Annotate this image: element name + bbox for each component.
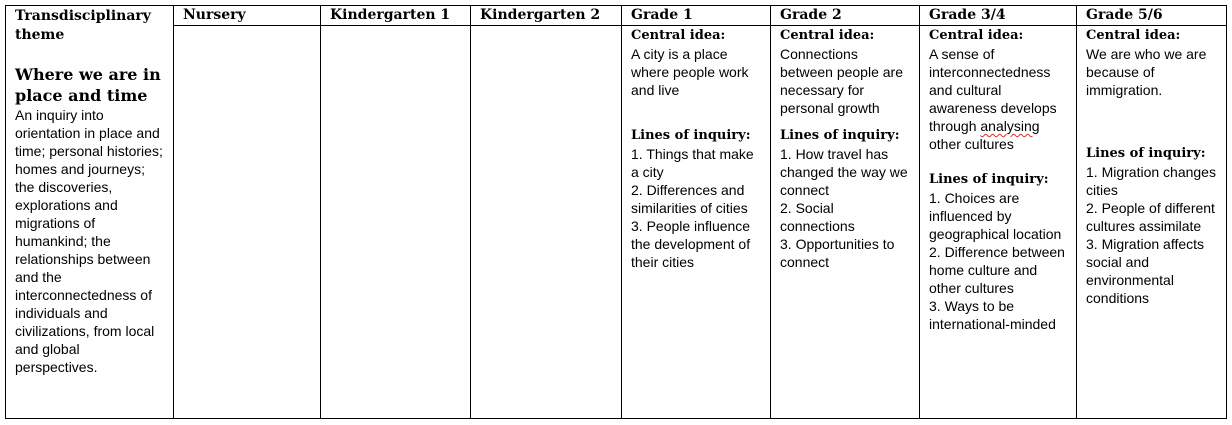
lines-of-inquiry-list <box>631 145 761 271</box>
line-of-inquiry: 2. Social connections <box>780 200 855 234</box>
central-idea-start: A sense of interconnectedness and cultural awareness develops through <box>929 46 1057 134</box>
grade-1-cell <box>622 26 771 419</box>
central-idea-label: Central idea: <box>1086 28 1181 43</box>
line-of-inquiry: 1. Migration changes cities <box>1086 164 1216 198</box>
grade-3-4-cell <box>920 26 1077 419</box>
lines-of-inquiry-list <box>1086 163 1217 307</box>
theme-title: Where we are in place and time <box>15 65 161 105</box>
lines-of-inquiry-list <box>780 145 910 271</box>
central-idea-text: A city is a place where people work and live <box>631 46 749 98</box>
column-header-kindergarten-1: Kindergarten 1 <box>321 6 471 26</box>
column-header-grade-2: Grade 2 <box>771 6 920 26</box>
lines-of-inquiry-label: Lines of inquiry: <box>929 172 1049 187</box>
line-of-inquiry: 3. Migration affects social and environmental conditions <box>1086 236 1205 306</box>
line-of-inquiry: 2. Differences and similarities of cities <box>631 182 748 216</box>
central-idea-text <box>929 45 1067 153</box>
column-header-grade-5-6: Grade 5/6 <box>1077 6 1227 26</box>
line-of-inquiry: 2. Difference between home culture and other cultures <box>929 244 1065 296</box>
lines-of-inquiry-label: Lines of inquiry: <box>1086 146 1206 161</box>
central-idea-text: Connections between people are necessary for personal growth <box>780 46 903 116</box>
column-header-grade-1: Grade 1 <box>622 6 771 26</box>
column-header-grade-3-4: Grade 3/4 <box>920 6 1077 26</box>
grade-2-cell <box>771 26 920 419</box>
content-row <box>6 26 1227 419</box>
kindergarten-2-cell <box>471 26 622 419</box>
transdisciplinary-theme-label: Transdisciplinary theme <box>15 8 151 43</box>
central-idea-label: Central idea: <box>631 28 726 43</box>
nursery-cell <box>174 26 321 419</box>
line-of-inquiry: 3. Ways to be international-minded <box>929 298 1056 332</box>
document-page <box>5 5 1226 419</box>
line-of-inquiry: 1. Things that make a city <box>631 146 754 180</box>
lines-of-inquiry-label: Lines of inquiry: <box>780 128 900 143</box>
column-header-kindergarten-2: Kindergarten 2 <box>471 6 622 26</box>
line-of-inquiry: 1. How travel has changed the way we connect <box>780 146 908 198</box>
header-row <box>6 6 1227 26</box>
kindergarten-1-cell <box>321 26 471 419</box>
theme-description: An inquiry into orientation in place and time; personal histories; homes and journeys; the discoveries, explorations and migrations of humankind; the relationships between and the interconnectedness of individuals and civilizations, from local and global perspectives. <box>15 107 163 375</box>
central-idea-text: We are who we are because of immigration. <box>1086 46 1207 98</box>
line-of-inquiry: 3. Opportunities to connect <box>780 236 895 270</box>
line-of-inquiry: 2. People of different cultures assimilate <box>1086 200 1215 234</box>
central-idea-label: Central idea: <box>780 28 875 43</box>
central-idea-end: other cultures <box>929 136 1014 152</box>
lines-of-inquiry-list <box>929 189 1067 333</box>
grade-5-6-cell <box>1077 26 1227 419</box>
lines-of-inquiry-label: Lines of inquiry: <box>631 128 751 143</box>
line-of-inquiry: 3. People influence the development of their cities <box>631 218 751 270</box>
programme-of-inquiry-table <box>5 5 1227 419</box>
theme-cell <box>6 6 174 419</box>
line-of-inquiry: 1. Choices are influenced by geographical location <box>929 190 1062 242</box>
spellcheck-flagged-word: analysing <box>980 118 1040 134</box>
central-idea-label: Central idea: <box>929 28 1024 43</box>
column-header-nursery: Nursery <box>174 6 321 26</box>
